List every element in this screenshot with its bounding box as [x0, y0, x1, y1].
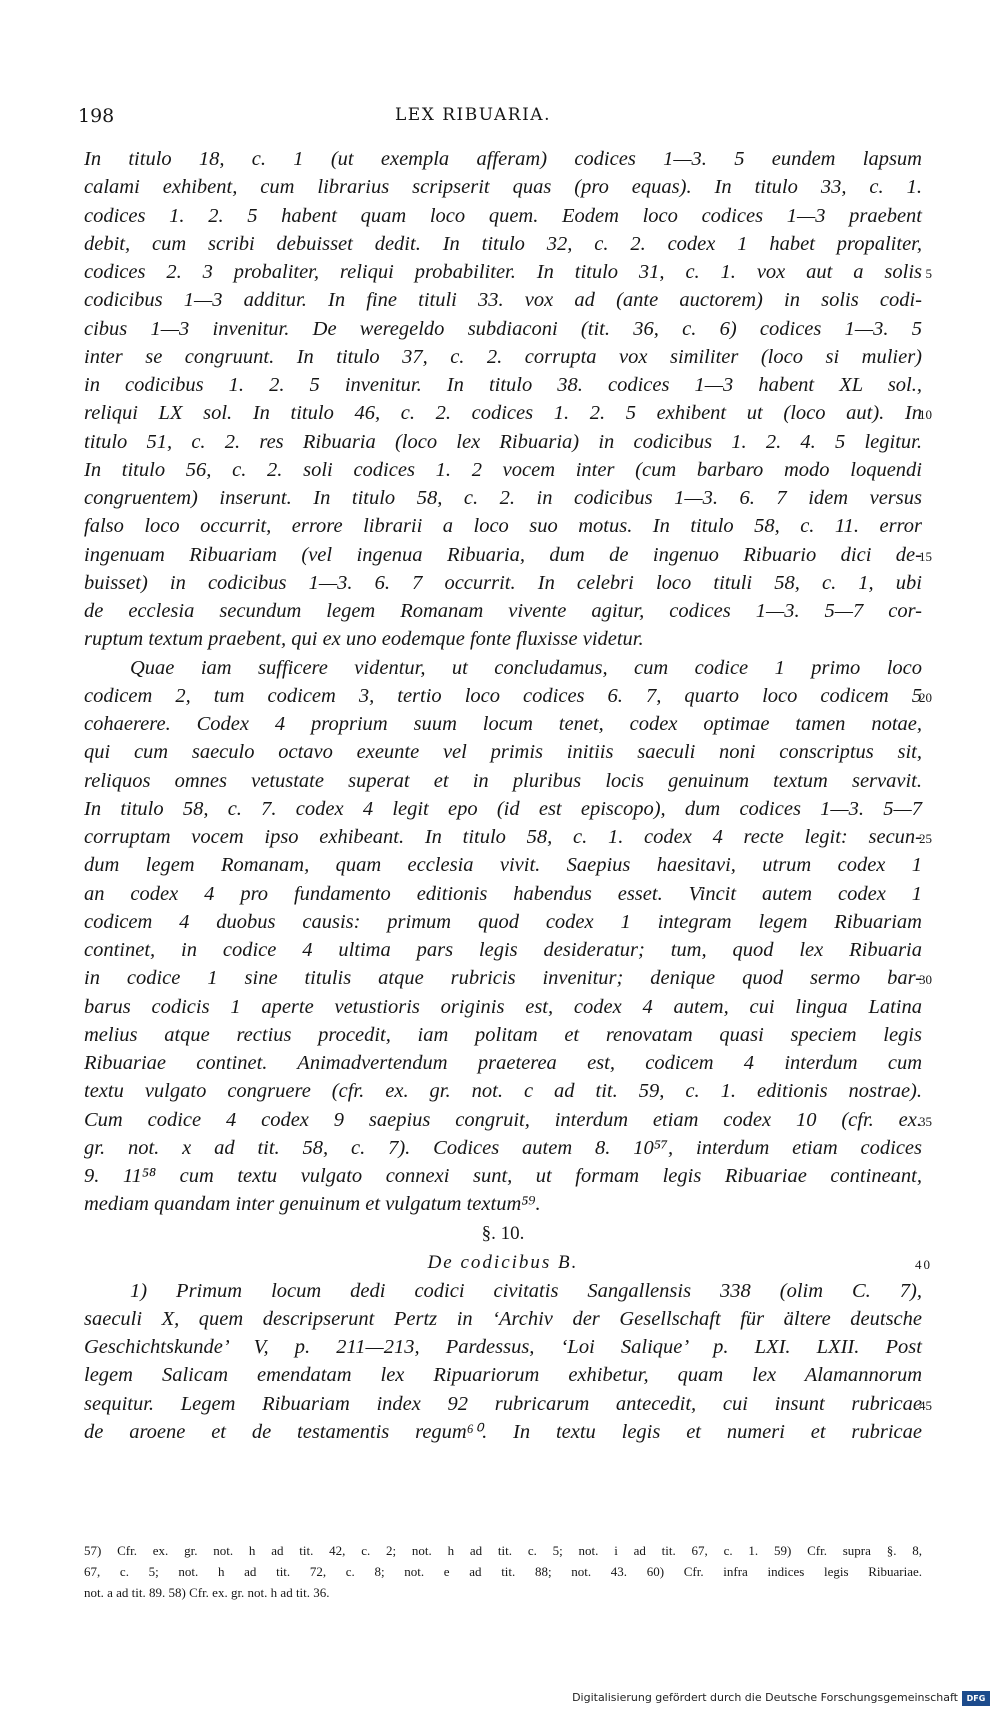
line-number: 5: [925, 266, 932, 281]
text-line: ingenuam Ribuariam (vel ingenua Ribuaria, dum de ingenuo Ribuario dici de- 15: [84, 541, 922, 569]
dfg-logo: DFG: [962, 1691, 990, 1706]
text-line: in codicibus 1. 2. 5 invenitur. In titulo 38. codices 1—3 habent XL sol.,: [84, 374, 922, 396]
text-line: saeculi X, quem descripserunt Pertz in ‘Archiv der Gesellschaft für ältere deutsche: [84, 1307, 922, 1330]
page-number: 198: [78, 105, 115, 127]
footnote-line: 57) Cfr. ex. gr. not. h ad tit. 42, c. 2; not. h ad tit. c. 5; not. i ad tit. 67, c. 1. 59) Cfr. supra §. 8,: [84, 1543, 922, 1558]
line-number: 35: [919, 1113, 932, 1129]
text-line: sequitur. Legem Ribuariam index 92 rubricarum antecedit, cui insunt rubricae 45: [84, 1390, 922, 1418]
text-line: cohaerere. Codex 4 proprium suum locum tenet, codex optimae tamen notae,: [84, 713, 922, 735]
footnotes: [84, 1540, 922, 1603]
text-line: reliqui LX sol. In titulo 46, c. 2. codices 1. 2. 5 exhibent ut (loco aut). In 10: [84, 399, 922, 427]
text-line: melius atque rectius procedit, iam politam et renovatam quasi speciem legis: [84, 1023, 922, 1046]
running-title: LEX RIBUARIA.: [395, 105, 551, 125]
text-line: falso loco occurrit, errore librarii a loco suo motus. In titulo 58, c. 11. error: [84, 515, 922, 538]
text-line: de ecclesia secundum legem Romanam vivente agitur, codices 1—3. 5—7 cor-: [84, 600, 922, 622]
section-heading: De codicibus B. 40: [84, 1249, 922, 1277]
text-line: qui cum saeculo octavo exeunte vel primis initiis saeculi noni conscriptus sit,: [84, 741, 922, 764]
text-line: In titulo 58, c. 7. codex 4 legit epo (id est episcopo), dum codices 1—3. 5—7: [84, 797, 922, 820]
line-number: 45: [919, 1397, 932, 1413]
body-text: [84, 145, 932, 1446]
text-line: congruentem) inserunt. In titulo 58, c. 2. in codicibus 1—3. 6. 7 idem versus: [84, 487, 922, 509]
text-line: titulo 51, c. 2. res Ribuaria (loco lex Ribuaria) in codicibus 1. 2. 4. 5 legitur.: [84, 430, 922, 453]
digitization-note: Digitalisierung gefördert durch die Deutsche Forschungsgemeinschaft: [572, 1691, 958, 1704]
line-number: 10: [919, 407, 932, 423]
text-line: cibus 1—3 invenitur. De weregeldo subdiaconi (tit. 36, c. 6) codices 1—3. 5: [84, 317, 922, 340]
text-line: legem Salicam emendatam lex Ripuariorum exhibetur, quam lex Alamannorum: [84, 1364, 922, 1387]
text-line: In titulo 56, c. 2. soli codices 1. 2 vocem inter (cum barbaro modo loquendi: [84, 458, 922, 481]
text-line: debit, cum scribi debuisset dedit. In titulo 32, c. 2. codex 1 habet propaliter,: [84, 232, 922, 255]
text-line: Ribuariae continet. Animadvertendum praeterea est, codicem 4 interdum cum: [84, 1052, 922, 1074]
text-line: corruptam vocem ipso exhibeant. In titulo 58, c. 1. codex 4 recte legit: secun- 25: [84, 823, 922, 851]
text-line: ruptum textum praebent, qui ex uno eodemque fonte fluxisse videtur.: [84, 628, 644, 651]
line-number: 15: [919, 548, 932, 564]
text-line: Cum codice 4 codex 9 saepius congruit, interdum etiam codex 10 (cfr. ex. 35: [84, 1106, 922, 1134]
text-line: codices 2. 3 probaliter, reliqui probabiliter. In titulo 31, c. 1. vox aut a solis 5: [84, 258, 922, 286]
text-line: Geschichtskunde’ V, p. 211—213, Pardessus, ‘Loi Salique’ p. LXI. LXII. Post: [84, 1336, 922, 1358]
line-number: 30: [919, 972, 932, 988]
footnote-line: not. a ad tit. 89. 58) Cfr. ex. gr. not. h ad tit. 36.: [84, 1585, 330, 1600]
text-line: reliquos omnes vetustate superat et in pluribus locis genuinum textum servavit.: [84, 769, 922, 792]
text-line: dum legem Romanam, quam ecclesia vivit. Saepius haesitavi, utrum codex 1: [84, 854, 922, 877]
text-line: buisset) in codicibus 1—3. 6. 7 occurrit. In celebri loco tituli 58, c. 1, ubi: [84, 571, 922, 594]
text-line: In titulo 18, c. 1 (ut exempla afferam) codices 1—3. 5 eundem lapsum: [84, 148, 922, 170]
footnote-line: 67, c. 5; not. h ad tit. 72, c. 8; not. e ad tit. 88; not. 43. 60) Cfr. infra indices legis Ribuariae.: [84, 1564, 922, 1579]
text-line: 9. 11⁵⁸ cum textu vulgato connexi sunt, ut formam legis Ribuariae contineant,: [84, 1165, 922, 1187]
text-line: gr. not. x ad tit. 58, c. 7). Codices autem 8. 10⁵⁷, interdum etiam codices: [84, 1136, 922, 1159]
text-line: mediam quandam inter genuinum et vulgatum textum⁵⁹.: [84, 1193, 541, 1216]
page-header: [78, 105, 868, 133]
text-line: codicem 2, tum codicem 3, tertio loco codices 6. 7, quarto loco codicem 5 20: [84, 682, 922, 710]
text-line: de aroene et de testamentis regum⁶⁰. In textu legis et numeri et rubricae: [84, 1420, 922, 1443]
section-number: §. 10.: [481, 1222, 525, 1244]
line-number: 20: [919, 689, 932, 705]
line-number: 40: [915, 1256, 932, 1272]
line-number: 25: [919, 831, 932, 846]
text-line: an codex 4 pro fundamento editionis habendus esset. Vincit autem codex 1: [84, 882, 922, 905]
text-line: codicibus 1—3 additur. In fine tituli 33. vox ad (ante auctorem) in solis codi-: [84, 289, 922, 312]
text-line: continet, in codice 4 ultima pars legis desideratur; tum, quod lex Ribuaria: [84, 939, 922, 961]
text-line: codicem 4 duobus causis: primum quod codex 1 integram legem Ribuariam: [84, 910, 922, 933]
text-line: textu vulgato congruere (cfr. ex. gr. not. c ad tit. 59, c. 1. editionis nostrae).: [84, 1080, 922, 1103]
text-line: codices 1. 2. 5 habent quam loco quem. Eodem loco codices 1—3 praebent: [84, 204, 922, 227]
text-line: in codice 1 sine titulis atque rubricis invenitur; denique quod sermo bar- 30: [84, 964, 922, 992]
text-line: inter se congruunt. In titulo 37, c. 2. corrupta vox similiter (loco si mulier): [84, 345, 922, 368]
text-line: barus codicis 1 aperte vetustioris originis est, codex 4 autem, cui lingua Latina: [84, 995, 922, 1018]
text-line: 1) Primum locum dedi codici civitatis Sangallensis 338 (olim C. 7),: [130, 1279, 922, 1302]
text-line: calami exhibent, cum librarius scripserit quas (pro equas). In titulo 33, c. 1.: [84, 176, 922, 199]
text-line: Quae iam sufficere videntur, ut concludamus, cum codice 1 primo loco: [130, 656, 922, 679]
